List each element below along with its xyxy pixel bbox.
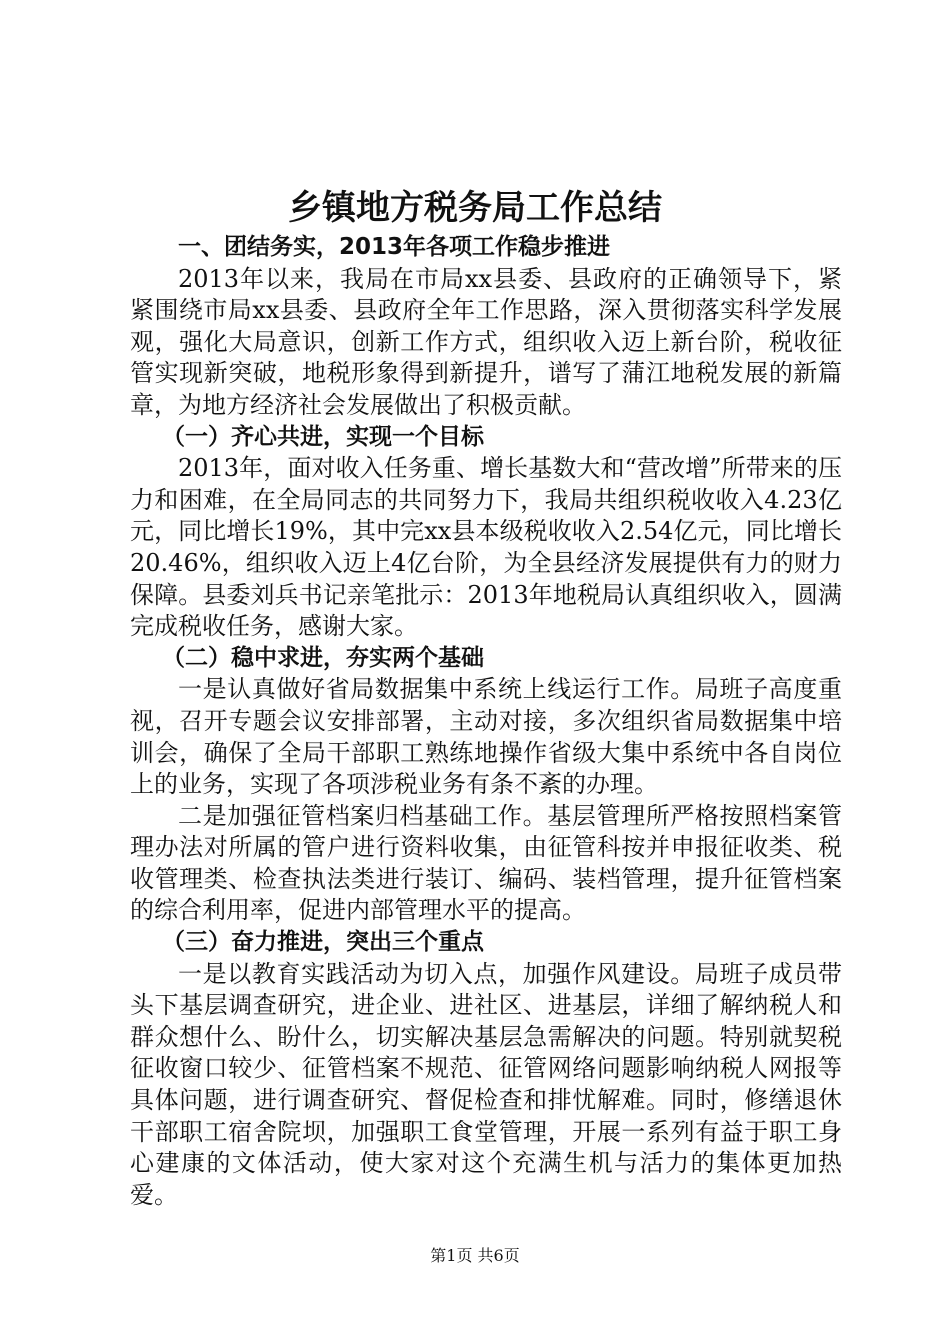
subsection-heading-1: （一）齐心共进，实现一个目标: [162, 423, 484, 450]
paragraph-archives: 二是加强征管档案归档基础工作。基层管理所严格按照档案管理办法对所属的管户进行资料收集，由征管科按并申报征收类、税收管理类、检查执法类进行装订、编码、装档管理，提升征管档案的综合利用率，促进内部管理水平的提高。: [130, 801, 842, 925]
section-heading-1: 一、团结务实，2013年各项工作稳步推进: [178, 234, 611, 260]
document-title: 乡镇地方税务局工作总结: [288, 188, 662, 228]
paragraph-data-system: 一是认真做好省局数据集中系统上线运行工作。局班子高度重视，召开专题会议安排部署，主动对接，多次组织省局数据集中培训会，确保了全局干部职工熟练地操作省级大集中系统中各自岗位上的业务，实现了各项涉税业务有条不紊的办理。: [130, 675, 842, 799]
paragraph-revenue: 2013年，面对收入任务重、增长基数大和“营改增”所带来的压力和困难，在全局同志的共同努力下，我局共组织税收收入4.23亿元，同比增长19%，其中完xx县本级税收收入2.54亿元，同比增长20.46%，组织收入迈上4亿台阶，为全县经济发展提供有力的财力保障。县委刘兵书记亲笔批示：2013年地税局认真组织收入，圆满完成税收任务，感谢大家。: [130, 454, 842, 641]
subsection-heading-2: （二）稳中求进，夯实两个基础: [162, 644, 484, 671]
paragraph-intro: 2013年以来，我局在市局xx县委、县政府的正确领导下，紧紧围绕市局xx县委、县政府全年工作思路，深入贯彻落实科学发展观，强化大局意识，创新工作方式，组织收入迈上新台阶，税收征管实现新突破，地税形象得到新提升，谱写了蒲江地税发展的新篇章，为地方经济社会发展做出了积极贡献。: [130, 264, 842, 419]
paragraph-work-style: 一是以教育实践活动为切入点，加强作风建设。局班子成员带头下基层调查研究，进企业、进社区、进基层，详细了解纳税人和群众想什么、盼什么，切实解决基层急需解决的问题。特别就契税征收窗口较少、征管档案不规范、征管网络问题影响纳税人网报等具体问题，进行调查研究、督促检查和排忧解难。同时，修缮退休干部职工宿舍院坝，加强职工食堂管理，开展一系列有益于职工身心建康的文体活动，使大家对这个充满生机与活力的集体更加热爱。: [130, 959, 842, 1209]
document-body: [130, 232, 842, 1211]
page-number-footer: 第1页 共6页: [430, 1246, 520, 1265]
subsection-heading-3: （三）奋力推进，突出三个重点: [162, 929, 484, 956]
